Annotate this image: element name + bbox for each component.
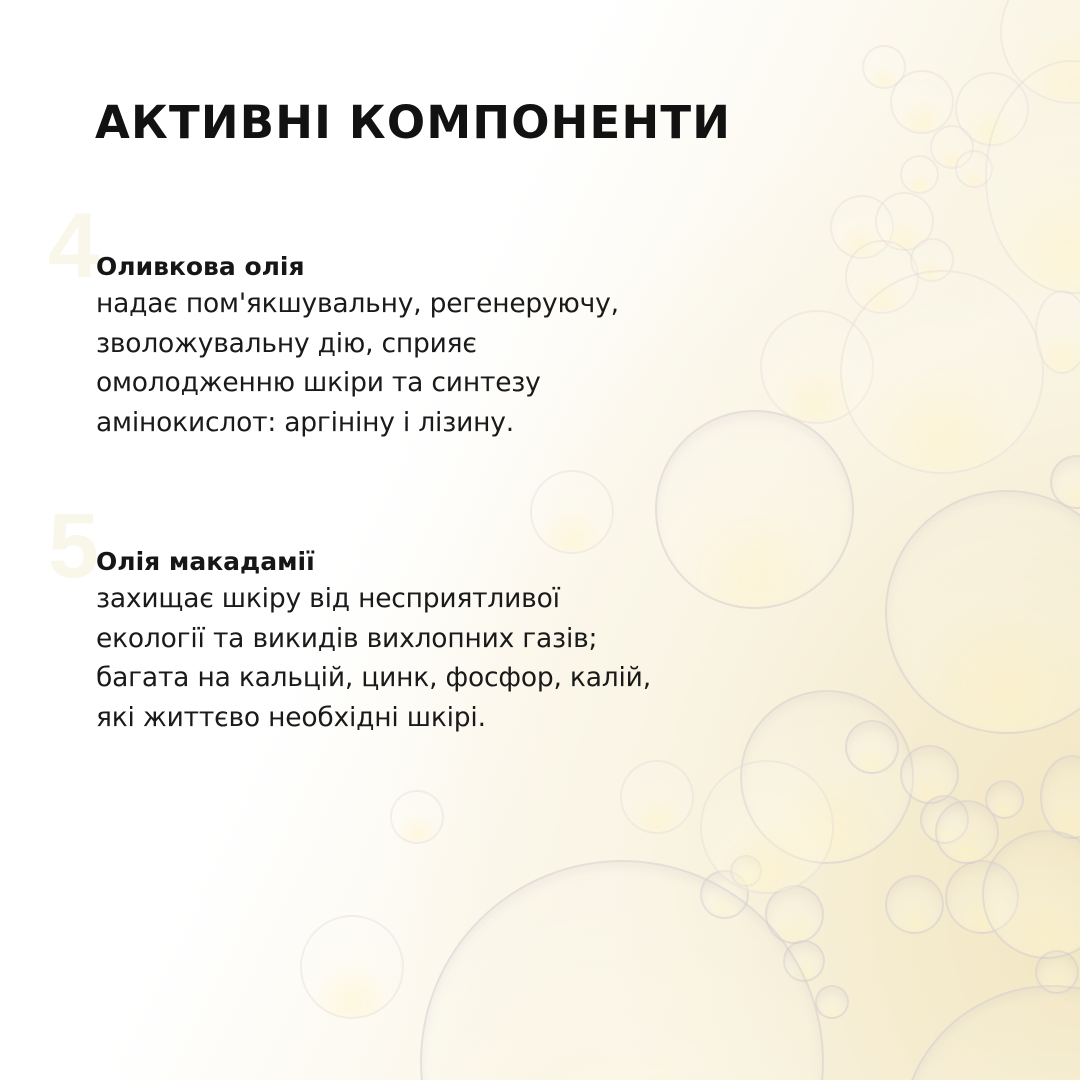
bubble-decoration <box>885 875 944 934</box>
ingredient-olive-oil <box>96 250 619 442</box>
bubble-decoration <box>910 238 954 282</box>
bubble-decoration <box>740 690 914 864</box>
bubble-decoration <box>885 490 1080 734</box>
bubble-decoration <box>900 745 959 804</box>
ingredient-description-line: зволожувальну дію, сприяє <box>96 327 477 359</box>
bubble-decoration <box>955 72 1029 146</box>
ingredient-description-line: надає пом'якшувальну, регенеруючу, <box>96 288 619 319</box>
bubble-decoration <box>900 155 939 194</box>
bubble-decoration <box>900 985 1080 1080</box>
bubble-decoration <box>985 60 1080 294</box>
bubble-decoration <box>845 240 919 314</box>
bubble-decoration <box>420 860 824 1080</box>
bubble-decoration <box>935 800 999 864</box>
bubble-decoration <box>1040 755 1080 839</box>
bubble-decoration <box>1035 950 1079 994</box>
ingredient-description-line: які життєво необхідні шкірі. <box>96 701 486 733</box>
ingredient-heading: Олія макадамії <box>96 547 315 576</box>
bubble-decoration <box>300 915 404 1019</box>
bubble-decoration <box>700 870 749 919</box>
bubble-decoration <box>783 940 825 982</box>
bubble-decoration <box>985 780 1024 819</box>
bubble-decoration <box>845 720 899 774</box>
bubble-decoration <box>930 125 974 169</box>
bubble-decoration <box>830 195 894 259</box>
bubble-decoration <box>982 830 1080 959</box>
bubble-decoration <box>920 795 969 844</box>
bubble-decoration <box>955 150 993 188</box>
bubble-decoration <box>840 270 1044 474</box>
bubble-decoration <box>530 470 614 554</box>
ingredient-macadamia-oil <box>96 545 651 737</box>
bubble-decoration <box>875 192 934 251</box>
bubble-decoration <box>1050 455 1080 509</box>
bubble-decoration <box>760 310 874 424</box>
bubble-decoration <box>765 885 824 944</box>
ingredient-description-line: амінокислот: аргініну і лізину. <box>96 406 514 438</box>
bubble-decoration <box>862 45 906 89</box>
ingredient-description-line: омолодженню шкіри та синтезу <box>96 367 541 398</box>
bubble-decoration <box>815 985 849 1019</box>
bubble-decoration <box>620 760 694 834</box>
ingredient-description-line: екології та викидів вихлопних газів; <box>96 622 598 654</box>
item-number-4: 4 <box>48 195 100 297</box>
ingredient-heading: Оливкова олія <box>96 252 305 281</box>
bubble-decoration <box>945 860 1019 934</box>
bubble-decoration <box>1035 290 1080 374</box>
bubble-decoration <box>890 70 954 134</box>
bubble-decoration <box>700 760 834 894</box>
item-number-5: 5 <box>48 495 100 597</box>
bubble-decoration <box>655 410 854 609</box>
bubble-decoration <box>730 855 762 887</box>
bubble-decoration <box>390 790 444 844</box>
bubble-decoration <box>1000 0 1080 104</box>
ingredient-description-line: багата на кальцій, цинк, фосфор, калій, <box>96 662 651 693</box>
page-title: АКТИВНІ КОМПОНЕНТИ <box>95 96 732 149</box>
ingredient-description-line: захищає шкіру від несприятливої <box>96 583 560 614</box>
